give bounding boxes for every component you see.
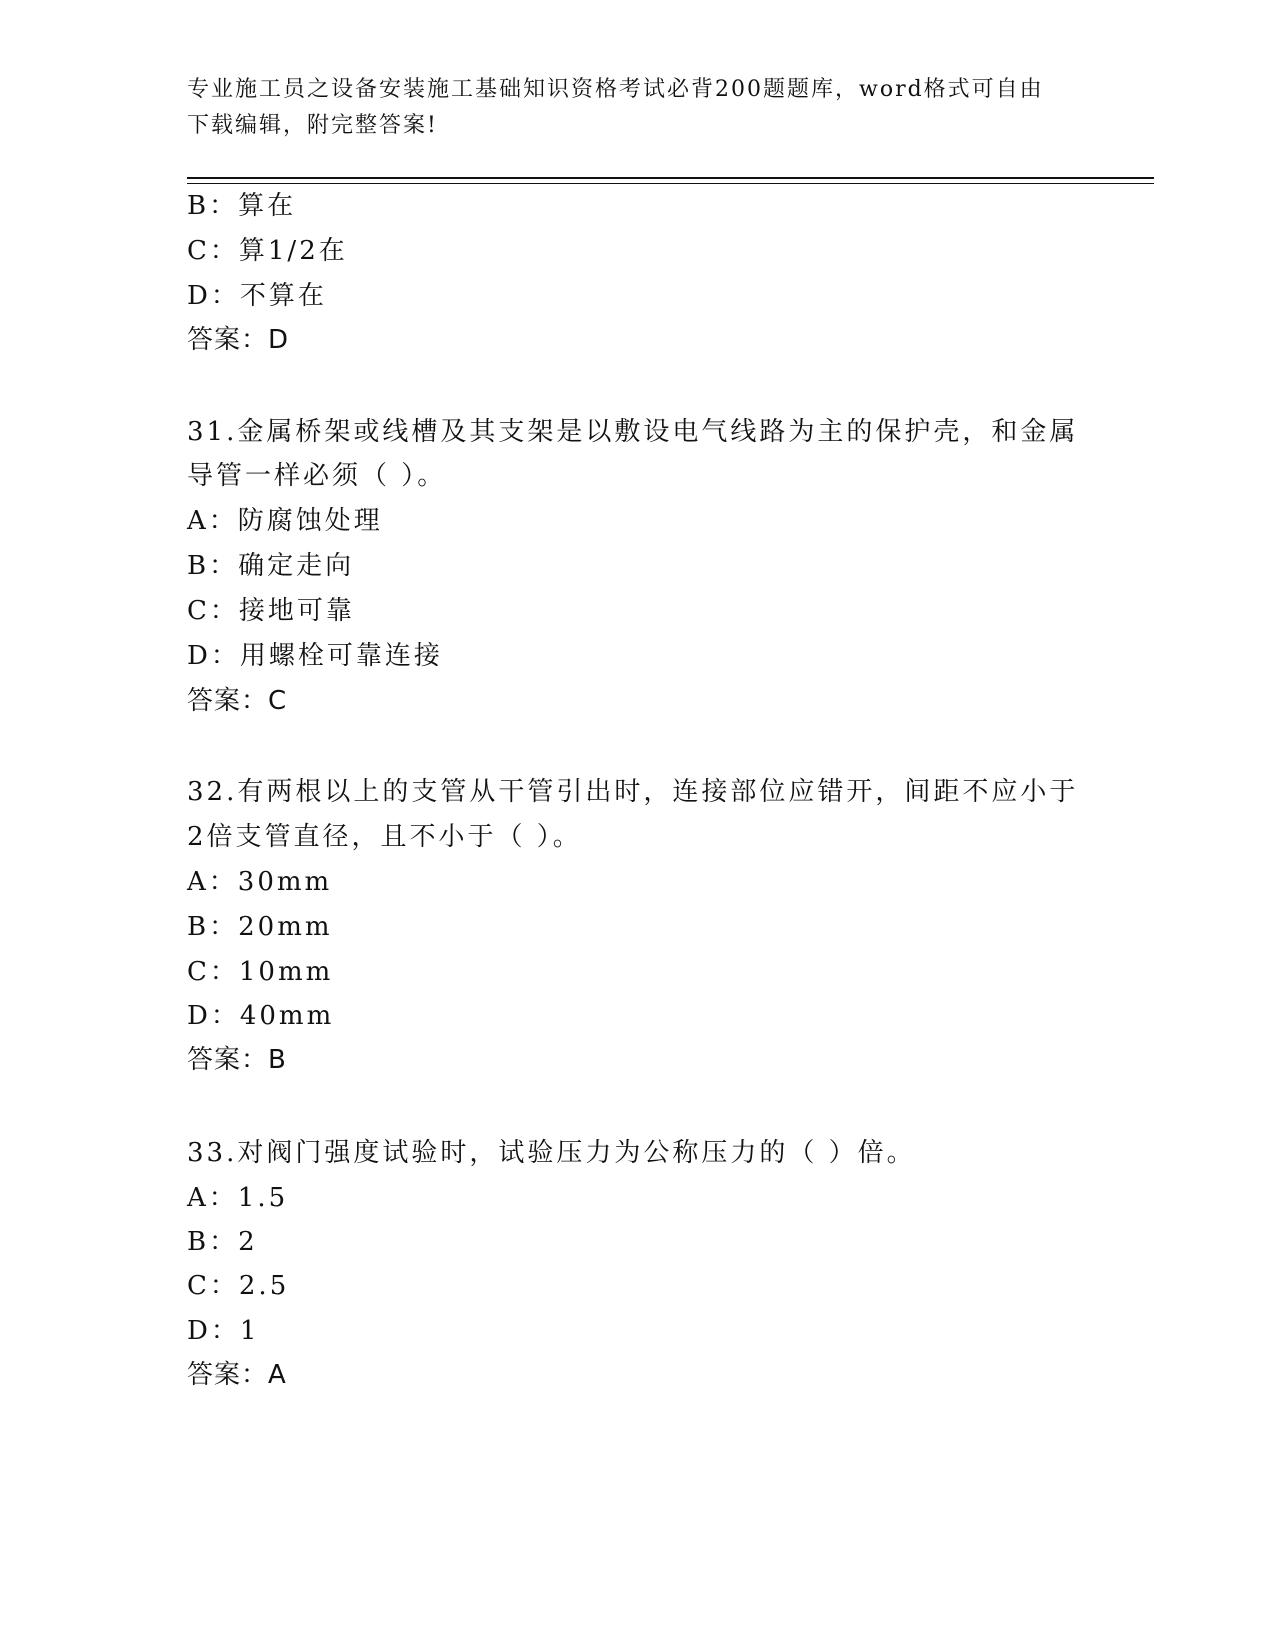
header-rule-thin (187, 183, 1154, 184)
q33-answer: 答案：A (187, 1360, 287, 1390)
q32-option-a: A：30mm (187, 867, 333, 897)
q30-option-c: C：算1/2在 (187, 236, 348, 266)
document-header (187, 72, 1087, 144)
q31-option-b: B：确定走向 (187, 551, 355, 581)
q32-option-c: C：10mm (187, 957, 334, 987)
q30-option-d: D：不算在 (187, 281, 327, 311)
q32-option-b: B：20mm (187, 912, 333, 942)
q33-stem-line-1: 33.对阀门强度试验时，试验压力为公称压力的（ ）倍。 (187, 1138, 916, 1168)
q31-answer: 答案：C (187, 686, 288, 716)
q30-option-b: B：算在 (187, 191, 297, 221)
q32-stem-line-1: 32.有两根以上的支管从干管引出时，连接部位应错开，间距不应小于 (187, 777, 1079, 807)
q31-option-d: D：用螺栓可靠连接 (187, 641, 443, 671)
header-line-2: 下载编辑，附完整答案! (187, 113, 438, 138)
q33-option-d: D：1 (187, 1316, 260, 1346)
q31-stem-line-1: 31.金属桥架或线槽及其支架是以敷设电气线路为主的保护壳，和金属 (187, 417, 1079, 447)
q31-option-a: A：防腐蚀处理 (187, 506, 383, 536)
q32-option-d: D：40mm (187, 1001, 335, 1031)
q32-answer: 答案：B (187, 1045, 287, 1075)
q32-stem-line-2: 2倍支管直径，且不小于（ ）。 (187, 822, 582, 852)
q31-stem-line-2: 导管一样必须（ ）。 (187, 461, 447, 491)
header-rule-thick (187, 177, 1154, 179)
header-line-1: 专业施工员之设备安装施工基础知识资格考试必背200题题库，word格式可自由 (187, 77, 1044, 102)
q31-option-c: C：接地可靠 (187, 596, 355, 626)
q30-answer: 答案：D (187, 325, 290, 355)
q33-option-a: A：1.5 (187, 1183, 289, 1213)
q33-option-b: B：2 (187, 1227, 258, 1257)
q33-option-c: C：2.5 (187, 1271, 290, 1301)
